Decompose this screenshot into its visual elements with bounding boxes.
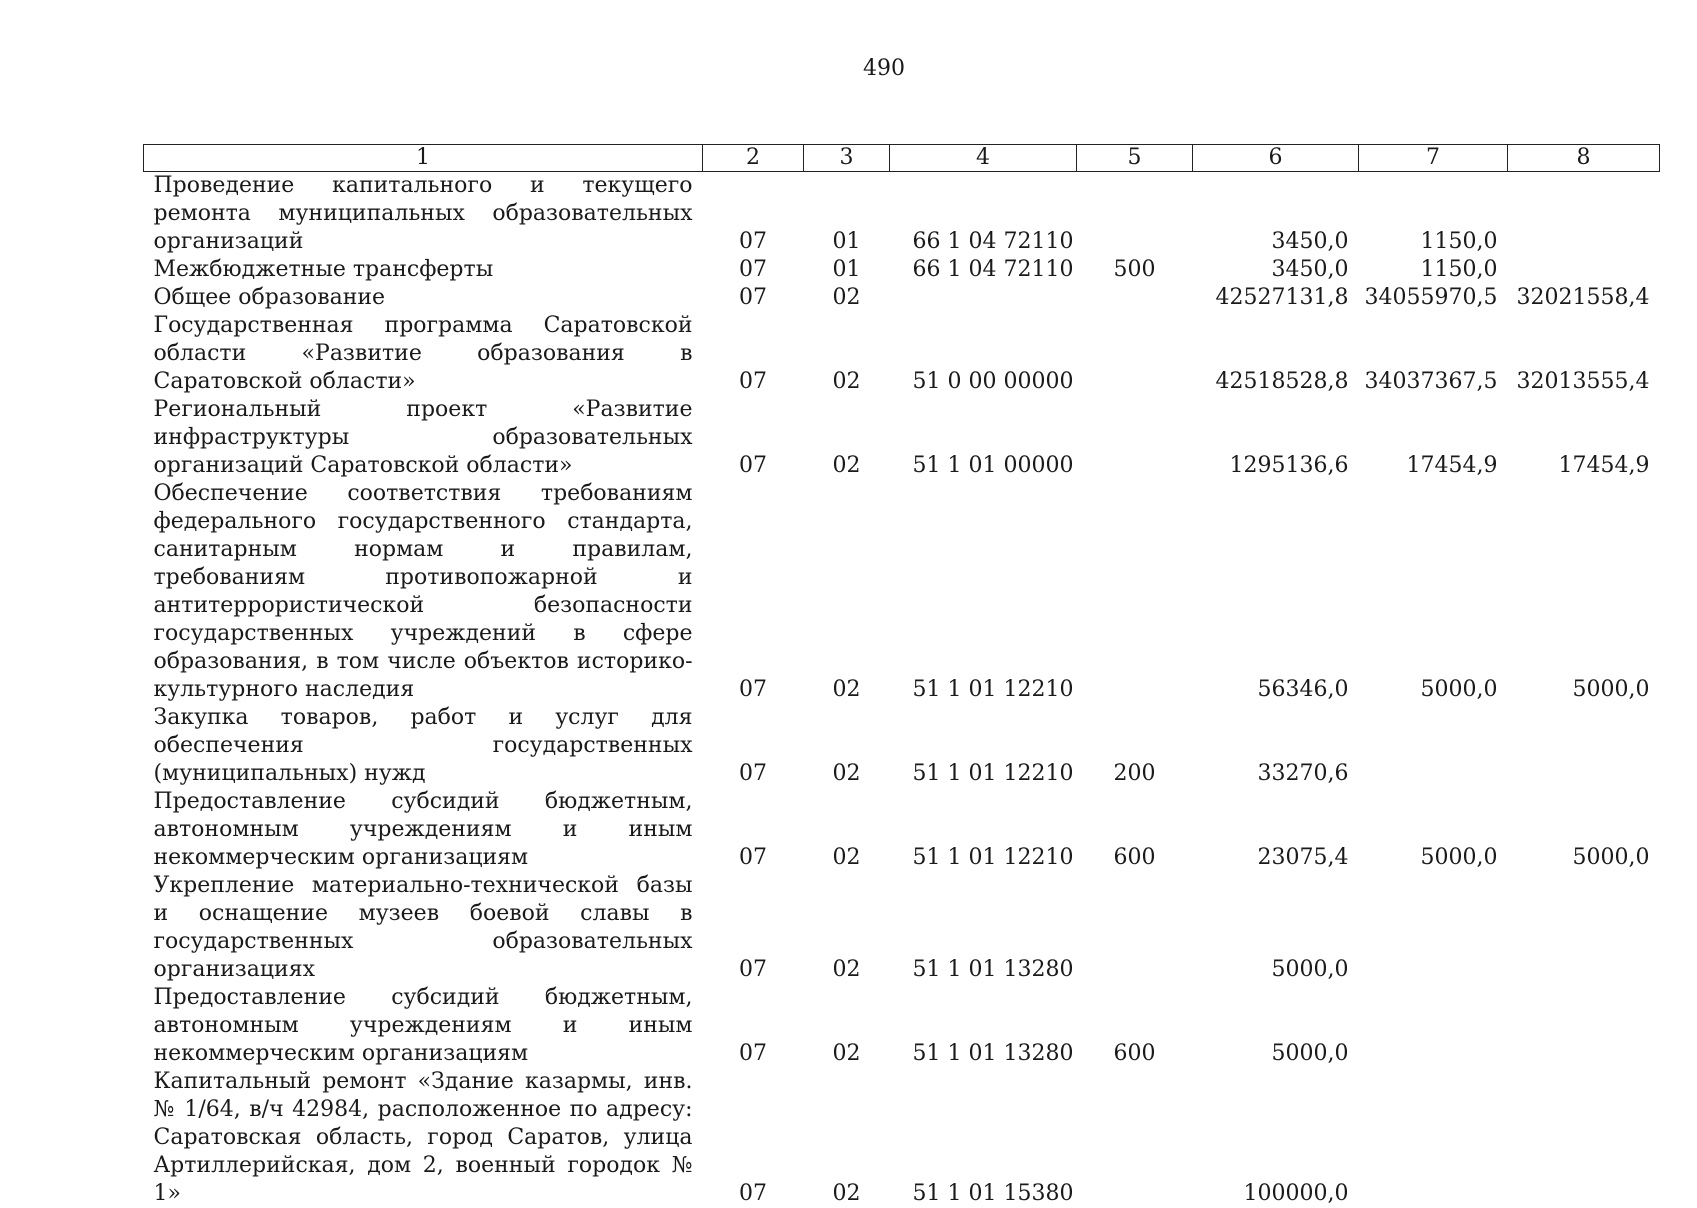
- budget-table: [143, 144, 1660, 1208]
- row-subsection: 02: [804, 984, 890, 1068]
- row-subsection: 02: [804, 480, 890, 704]
- row-target-code: 51 0 00 00000: [890, 312, 1077, 396]
- row-amount-year1: 42527131,8: [1193, 284, 1359, 312]
- row-expense-type: 200: [1077, 704, 1193, 788]
- row-target-code: 51 1 01 12210: [890, 480, 1077, 704]
- row-name: Обеспечение соответствия требованиям федерального государственного стандарта, санитарным нормам и правилам, требованиям противопожарной и антитеррористической безопасности государственных учреждений в сфере образования, в том числе объектов историко-культурного наследия: [144, 480, 703, 704]
- row-subsection: 02: [804, 1068, 890, 1208]
- row-expense-type: [1077, 284, 1193, 312]
- row-amount-year3: 5000,0: [1508, 788, 1660, 872]
- row-amount-year3: 5000,0: [1508, 480, 1660, 704]
- table-row: [144, 312, 1660, 396]
- header-col-8: 8: [1508, 145, 1660, 172]
- table-row: [144, 704, 1660, 788]
- row-amount-year2: [1359, 984, 1508, 1068]
- row-subsection: 02: [804, 872, 890, 984]
- table-row: [144, 872, 1660, 984]
- row-section: 07: [703, 312, 804, 396]
- row-name: Предоставление субсидий бюджетным, автономным учреждениям и иным некоммерческим организациям: [144, 788, 703, 872]
- row-expense-type: [1077, 396, 1193, 480]
- row-amount-year1: 100000,0: [1193, 1068, 1359, 1208]
- row-target-code: 51 1 01 00000: [890, 396, 1077, 480]
- row-amount-year1: 33270,6: [1193, 704, 1359, 788]
- row-amount-year1: 23075,4: [1193, 788, 1359, 872]
- row-amount-year2: [1359, 704, 1508, 788]
- row-amount-year3: [1508, 872, 1660, 984]
- row-section: 07: [703, 984, 804, 1068]
- row-target-code: 66 1 04 72110: [890, 256, 1077, 284]
- row-amount-year3: [1508, 172, 1660, 257]
- header-col-6: 6: [1193, 145, 1359, 172]
- row-subsection: 02: [804, 284, 890, 312]
- row-subsection: 02: [804, 788, 890, 872]
- header-col-3: 3: [804, 145, 890, 172]
- header-col-4: 4: [890, 145, 1077, 172]
- row-amount-year2: 5000,0: [1359, 788, 1508, 872]
- row-section: 07: [703, 1068, 804, 1208]
- row-name: Региональный проект «Развитие инфраструктуры образовательных организаций Саратовской области»: [144, 396, 703, 480]
- row-target-code: 51 1 01 13280: [890, 984, 1077, 1068]
- row-name: Предоставление субсидий бюджетным, автономным учреждениям и иным некоммерческим организациям: [144, 984, 703, 1068]
- row-expense-type: 600: [1077, 788, 1193, 872]
- row-amount-year3: [1508, 984, 1660, 1068]
- page-number: 490: [0, 56, 1697, 81]
- row-amount-year2: 5000,0: [1359, 480, 1508, 704]
- row-section: 07: [703, 284, 804, 312]
- row-section: 07: [703, 256, 804, 284]
- row-amount-year1: 56346,0: [1193, 480, 1359, 704]
- row-expense-type: 600: [1077, 984, 1193, 1068]
- row-section: 07: [703, 396, 804, 480]
- table-row: [144, 172, 1660, 257]
- row-section: 07: [703, 872, 804, 984]
- row-target-code: [890, 284, 1077, 312]
- table-row: [144, 284, 1660, 312]
- row-subsection: 01: [804, 256, 890, 284]
- row-expense-type: [1077, 312, 1193, 396]
- row-amount-year2: 34055970,5: [1359, 284, 1508, 312]
- row-name: Государственная программа Саратовской области «Развитие образования в Саратовской области»: [144, 312, 703, 396]
- header-col-2: 2: [703, 145, 804, 172]
- row-section: 07: [703, 172, 804, 257]
- row-amount-year2: [1359, 1068, 1508, 1208]
- row-amount-year2: 1150,0: [1359, 172, 1508, 257]
- row-subsection: 02: [804, 312, 890, 396]
- row-amount-year3: 32021558,4: [1508, 284, 1660, 312]
- row-amount-year1: 1295136,6: [1193, 396, 1359, 480]
- table-row: [144, 396, 1660, 480]
- row-amount-year3: 17454,9: [1508, 396, 1660, 480]
- row-amount-year2: 17454,9: [1359, 396, 1508, 480]
- row-amount-year2: 34037367,5: [1359, 312, 1508, 396]
- row-name: Проведение капитального и текущего ремонта муниципальных образовательных организаций: [144, 172, 703, 257]
- row-target-code: 51 1 01 12210: [890, 704, 1077, 788]
- row-target-code: 51 1 01 13280: [890, 872, 1077, 984]
- row-expense-type: [1077, 1068, 1193, 1208]
- row-expense-type: [1077, 172, 1193, 257]
- row-target-code: 51 1 01 12210: [890, 788, 1077, 872]
- row-amount-year1: 3450,0: [1193, 172, 1359, 257]
- row-amount-year2: [1359, 872, 1508, 984]
- row-section: 07: [703, 704, 804, 788]
- row-name: Укрепление материально-технической базы и оснащение музеев боевой славы в государственных образовательных организациях: [144, 872, 703, 984]
- row-name: Общее образование: [144, 284, 703, 312]
- row-expense-type: 500: [1077, 256, 1193, 284]
- row-target-code: 51 1 01 15380: [890, 1068, 1077, 1208]
- row-amount-year3: [1508, 1068, 1660, 1208]
- table-body: [144, 172, 1660, 1208]
- table-header: [144, 145, 1660, 172]
- table-row: [144, 256, 1660, 284]
- row-subsection: 02: [804, 396, 890, 480]
- row-section: 07: [703, 480, 804, 704]
- row-amount-year3: [1508, 704, 1660, 788]
- table-row: [144, 480, 1660, 704]
- row-expense-type: [1077, 480, 1193, 704]
- table-row: [144, 788, 1660, 872]
- row-amount-year1: 5000,0: [1193, 872, 1359, 984]
- row-subsection: 01: [804, 172, 890, 257]
- header-col-5: 5: [1077, 145, 1193, 172]
- table-row: [144, 1068, 1660, 1208]
- row-amount-year3: [1508, 256, 1660, 284]
- row-subsection: 02: [804, 704, 890, 788]
- row-amount-year1: 5000,0: [1193, 984, 1359, 1068]
- row-expense-type: [1077, 872, 1193, 984]
- header-col-7: 7: [1359, 145, 1508, 172]
- row-amount-year2: 1150,0: [1359, 256, 1508, 284]
- row-name: Межбюджетные трансферты: [144, 256, 703, 284]
- row-name: Капитальный ремонт «Здание казармы, инв. № 1/64, в/ч 42984, расположенное по адресу: Саратовская область, город Саратов, улица Артиллерийская, дом 2, военный городок № 1»: [144, 1068, 703, 1208]
- row-section: 07: [703, 788, 804, 872]
- table-row: [144, 984, 1660, 1068]
- row-amount-year3: 32013555,4: [1508, 312, 1660, 396]
- header-row: [144, 145, 1660, 172]
- header-col-1: 1: [144, 145, 703, 172]
- row-name: Закупка товаров, работ и услуг для обеспечения государственных (муниципальных) нужд: [144, 704, 703, 788]
- row-target-code: 66 1 04 72110: [890, 172, 1077, 257]
- row-amount-year1: 3450,0: [1193, 256, 1359, 284]
- row-amount-year1: 42518528,8: [1193, 312, 1359, 396]
